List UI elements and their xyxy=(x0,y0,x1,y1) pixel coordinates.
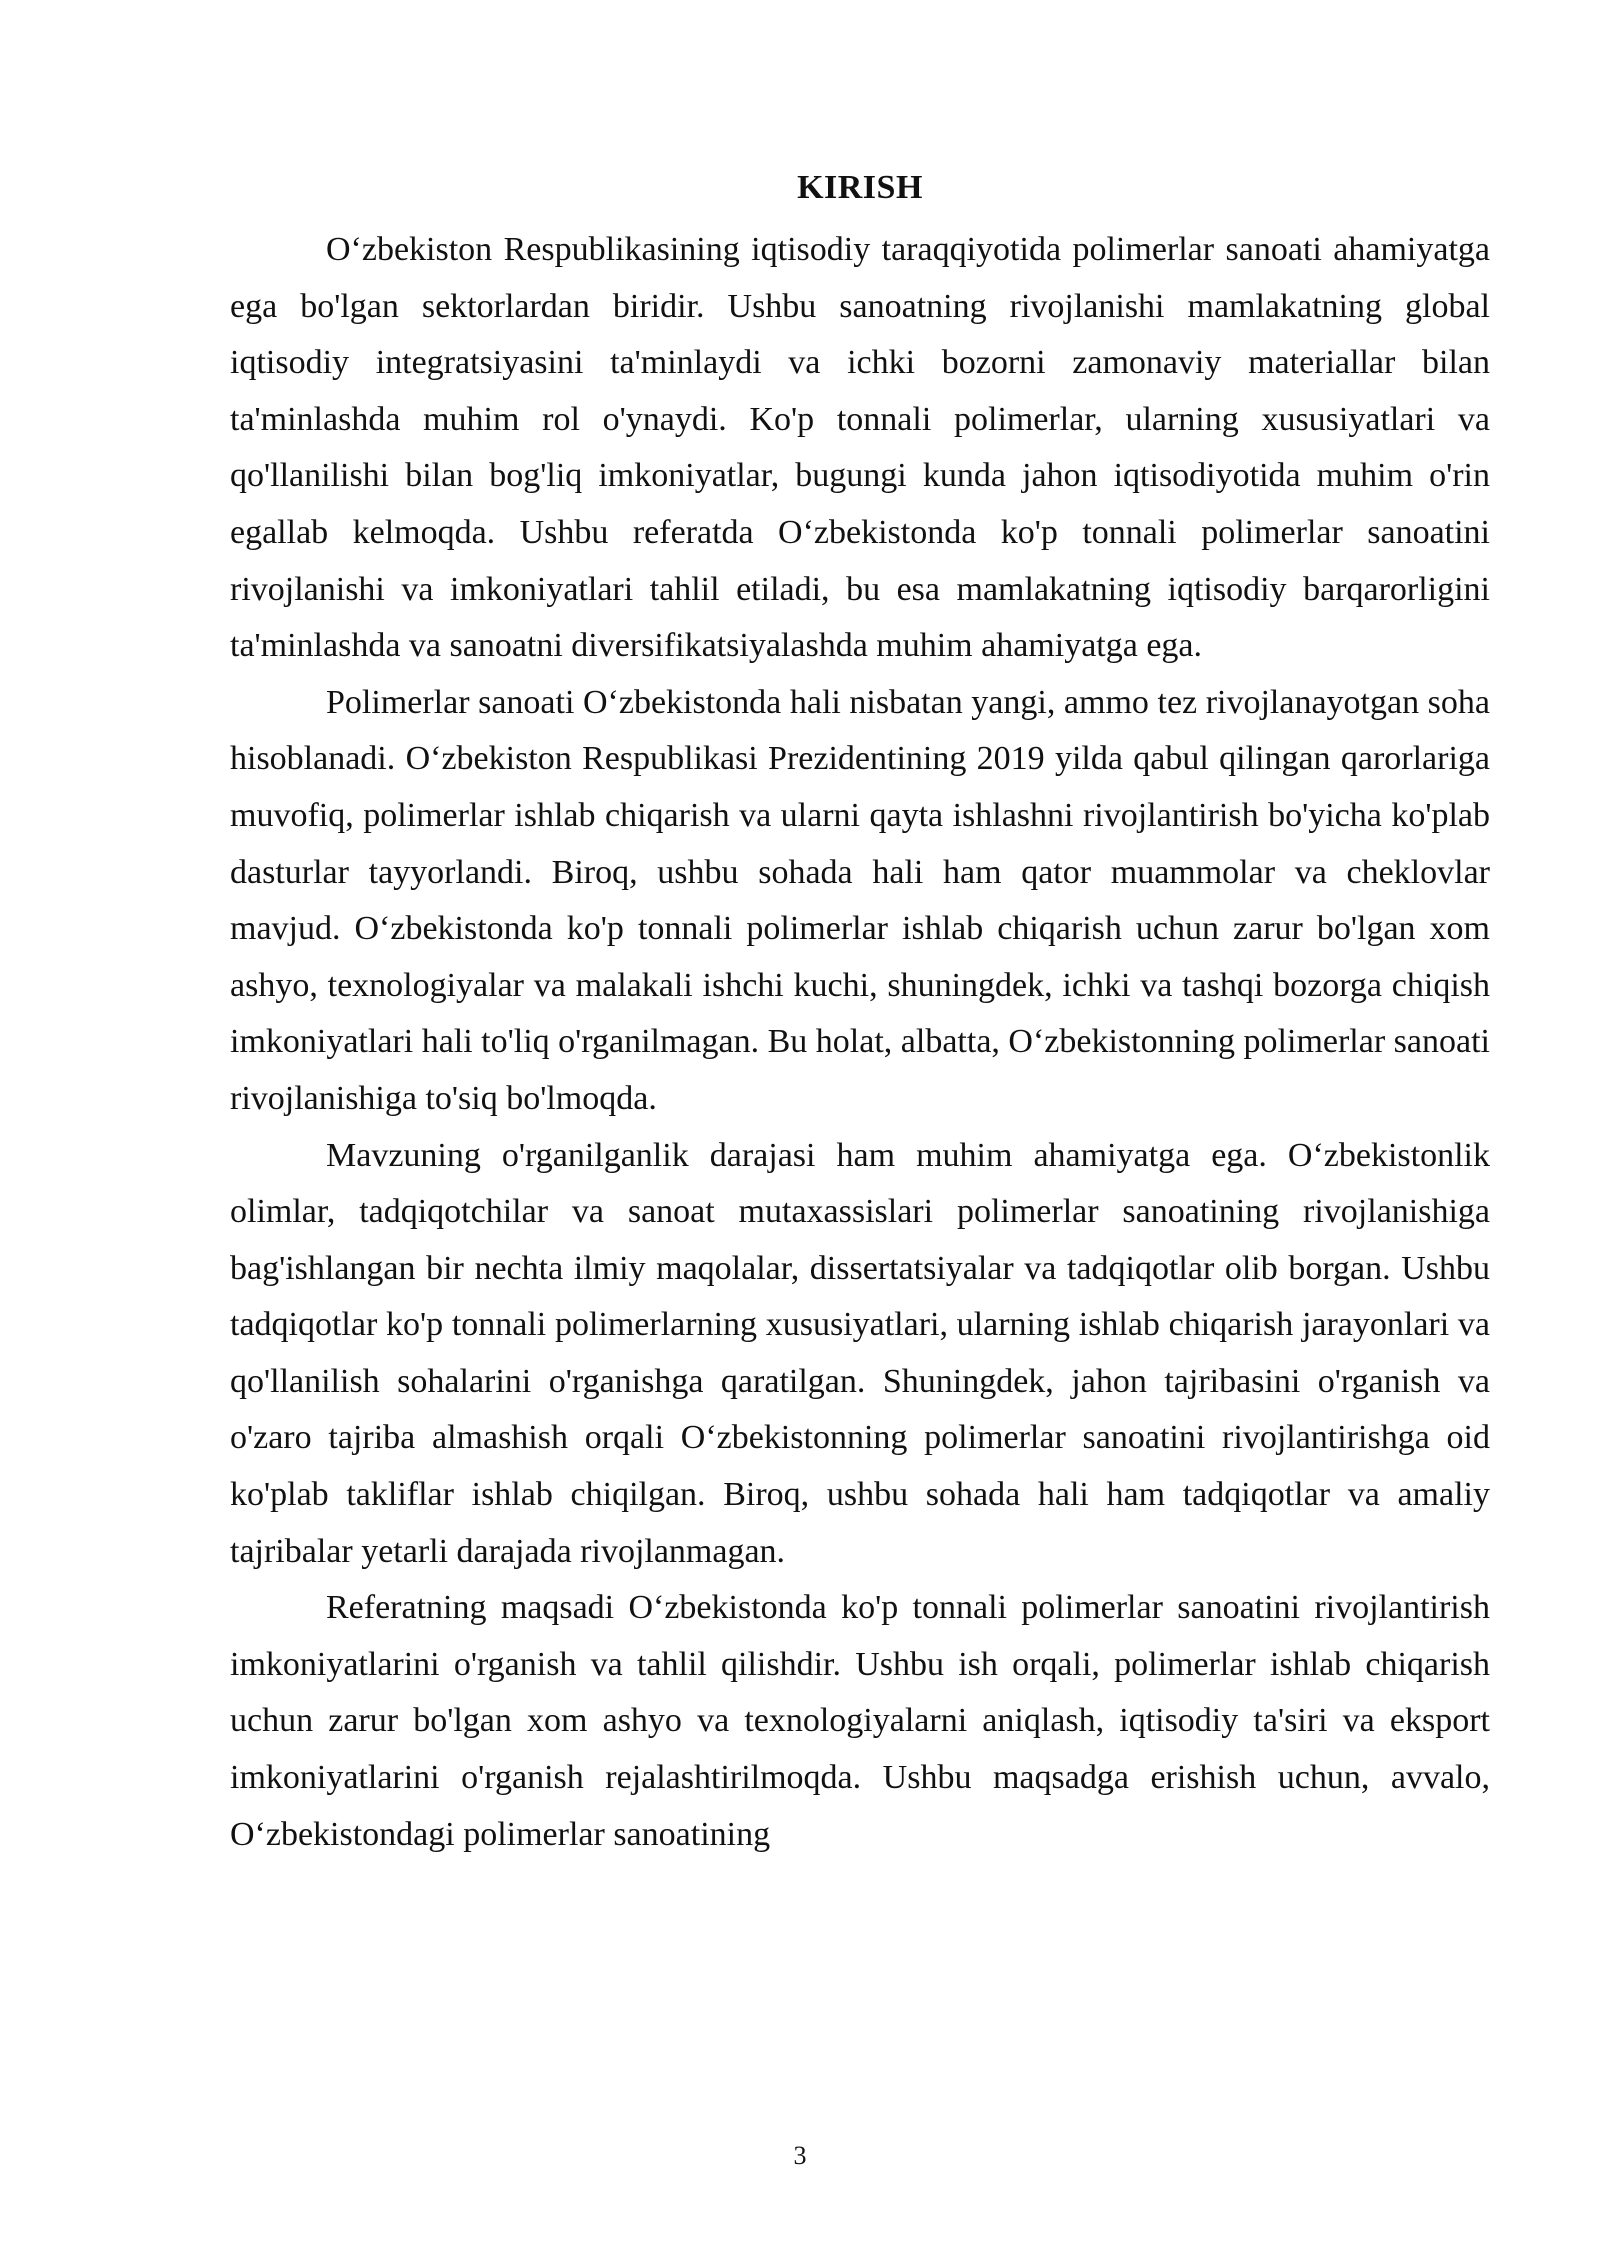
paragraph-4: Referatning maqsadi O‘zbekistonda ko'p tonnali polimerlar sanoatini rivojlantirish imkoniyatlarini o'rganish va tahlil qilishdir. Ushbu ish orqali, polimerlar ishlab chiqarish uchun zarur bo'lgan xom ashyo va texnologiyalarni aniqlash, iqtisodiy ta'siri va eksport imkoniyatlarini o'rganish rejalashtirilmoqda. Ushbu maqsadga erishish uchun, avvalo, O‘zbekistondagi polimerlar sanoatining xyxy=(230,1589,1490,1853)
paragraph-3: Mavzuning o'rganilganlik darajasi ham muhim ahamiyatga ega. O‘zbekistonlik olimlar, tadqiqotchilar va sanoat mutaxassislari polimerlar sanoatining rivojlanishiga bag'ishlangan bir nechta ilmiy maqolalar, dissertatsiyalar va tadqiqotlar olib borgan. Ushbu tadqiqotlar ko'p tonnali polimerlarning xususiyatlari, ularning ishlab chiqarish jarayonlari va qo'llanilish sohalarini o'rganishga qaratilgan. Shuningdek, jahon tajribasini o'rganish va o'zaro tajriba almashish orqali O‘zbekistonning polimerlar sanoatini rivojlantirishga oid ko'plab takliflar ishlab chiqilgan. Biroq, ushbu sohada hali ham tadqiqotlar va amaliy tajribalar yetarli darajada rivojlanmagan. xyxy=(230,1136,1490,1570)
page-content xyxy=(230,160,1490,1863)
paragraph-2: Polimerlar sanoati O‘zbekistonda hali nisbatan yangi, ammo tez rivojlanayotgan soha hisoblanadi. O‘zbekiston Respublikasi Prezidentining 2019 yilda qabul qilingan qarorlariga muvofiq, polimerlar ishlab chiqarish va ularni qayta ishlashni rivojlantirish bo'yicha ko'plab dasturlar tayyorlandi. Biroq, ushbu sohada hali ham qator muammolar va cheklovlar mavjud. O‘zbekistonda ko'p tonnali polimerlar ishlab chiqarish uchun zarur bo'lgan xom ashyo, texnologiyalar va malakali ishchi kuchi, shuningdek, ichki va tashqi bozorga chiqish imkoniyatlari hali to'liq o'rganilmagan. Bu holat, albatta, O‘zbekistonning polimerlar sanoati rivojlanishiga to'siq bo'lmoqda. xyxy=(230,683,1490,1117)
paragraph-1: O‘zbekiston Respublikasining iqtisodiy taraqqiyotida polimerlar sanoati ahamiyatga ega bo'lgan sektorlardan biridir. Ushbu sanoatning rivojlanishi mamlakatning global iqtisodiy integratsiyasini ta'minlaydi va ichki bozorni zamonaviy materiallar bilan ta'minlashda muhim rol o'ynaydi. Ko'p tonnali polimerlar, ularning xususiyatlari va qo'llanilishi bilan bog'liq imkoniyatlar, bugungi kunda jahon iqtisodiyotida muhim o'rin egallab kelmoqda. Ushbu referatda O‘zbekistonda ko'p tonnali polimerlar sanoatini rivojlanishi va imkoniyatlari tahlil etiladi, bu esa mamlakatning iqtisodiy barqarorligini ta'minlashda va sanoatni diversifikatsiyalashda muhim ahamiyatga ega. xyxy=(230,231,1490,665)
section-title: KIRISH xyxy=(797,169,923,206)
page-number: 3 xyxy=(793,2141,807,2170)
